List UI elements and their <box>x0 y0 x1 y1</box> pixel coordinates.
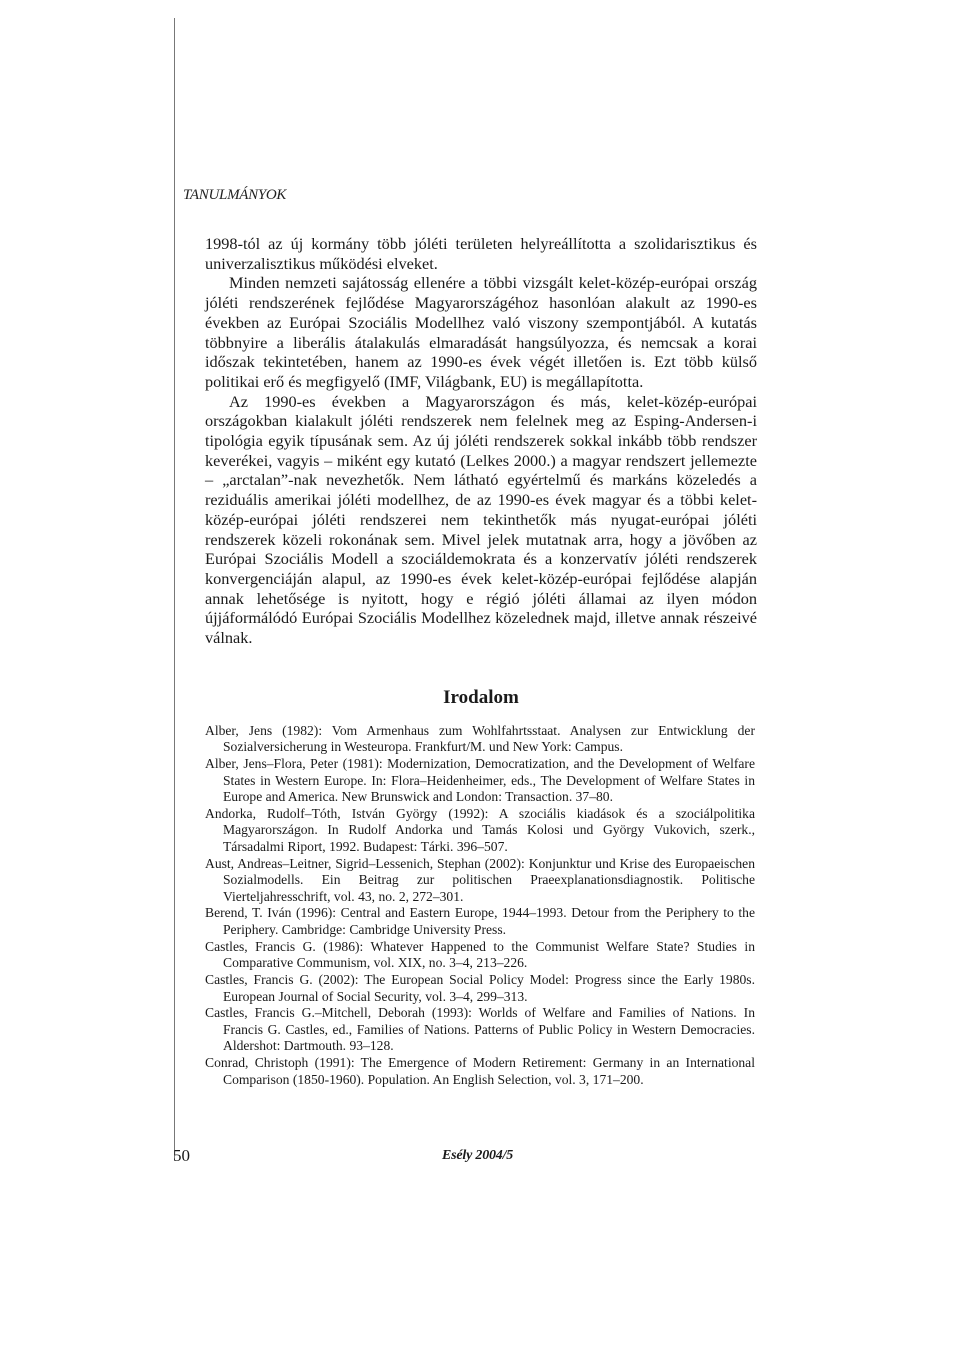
journal-footer: Esély 2004/5 <box>442 1148 514 1163</box>
reference-item: Castles, Francis G. (1986): Whatever Happened to the Communist Welfare State? Studies in Comparative Communism, vol. XIX, no. 3–4, 213–226. <box>205 938 755 971</box>
section-label: TANULMÁNYOK <box>183 187 287 203</box>
reference-item: Alber, Jens (1982): Vom Armenhaus zum Wohlfahrtsstaat. Analysen zur Entwicklung der Sozialversicherung in Westeuropa. Frankfurt/M. und New York: Campus. <box>205 723 755 755</box>
references-heading: Irodalom <box>443 687 519 708</box>
reference-item: Castles, Francis G. (2002): The European Social Policy Model: Progress since the Early 1980s. European Journal of Social Security, vol. 3–4, 299–313. <box>205 972 755 1004</box>
reference-item: Castles, Francis G.–Mitchell, Deborah (1993): Worlds of Welfare and Families of Nations. In Francis G. Castles, ed., Families of Nations. Patterns of Public Policy in Western Democracies. Aldershot: Dartmouth. 93–128. <box>205 1005 755 1054</box>
reference-item: Andorka, Rudolf–Tóth, István György (1992): A szociális kiadások és a szociálpolitika Magyarországon. In Rudolf Andorka und Tamás Kolosi und György Vukovich, szerk., Társadalmi Riport, 1992. Budapest: Tárki. 396–507. <box>205 806 755 854</box>
body-text <box>205 234 757 648</box>
reference-item: Aust, Andreas–Leitner, Sigrid–Lessenich, Stephan (2002): Konjunktur und Krise des Europaeischen Sozialmodells. Ein Beitrag zur politischen Praeexplanationsdiagnostik. Politische Vierteljahresschrift, vol. 43, no. 2, 272–301. <box>205 855 755 904</box>
body-paragraph: Az 1990-es években a Magyarországon és más, kelet-közép-európai országokban kialakult jóléti rendszerek nem felelnek meg az Esping-Andersen-i tipológia egyik típusának sem. Az új jóléti rendszerek sokkal inkább több rendszer keverékei, vagyis – miként egy kutató (Lelkes 2000.) a magyar rendszert jellemezte – „arctalan”-nak nevezhetők. Nem látható egyértelmű és markáns közeledés a reziduális amerikai jóléti modellhez, de az 1990-es évek magyar és a többi kelet-közép-európai jóléti rendszerei nem tekinthetők más nyugat-európai jóléti rendszerek közeli rokonának sem. Mivel jelek mutatnak arra, hogy a jövőben az Európai Szociális Modell a szociáldemokrata és a konzervatív jóléti rendszerek konvergenciáján alapul, az 1990-es évek kelet-közép-európai fejlődése alapján annak lehetősége is nyitott, hogy e régió jóléti államai az ilyen módon újjáformálódó Európai Szociális Modellhez közelednek majd, illetve annak részeivé válnak. <box>205 391 757 648</box>
body-paragraph: 1998-tól az új kormány több jóléti területen helyreállította a szolidarisztikus és univerzalisztikus működési elveket. <box>205 234 757 273</box>
page-number: 50 <box>173 1146 190 1165</box>
reference-list <box>205 723 755 1088</box>
reference-item: Conrad, Christoph (1991): The Emergence of Modern Retirement: Germany in an International Comparison (1850-1960). Population. An English Selection, vol. 3, 171–200. <box>205 1055 755 1087</box>
reference-item: Alber, Jens–Flora, Peter (1981): Modernization, Democratization, and the Development of Welfare States in Western Europe. In: Flora–Heidenheimer, eds., The Development of Welfare States in Europe and America. New Brunswick and London: Transaction. 37–80. <box>205 756 755 805</box>
body-paragraph: Minden nemzeti sajátosság ellenére a többi vizsgált kelet-közép-európai ország jóléti rendszerének fejlődése Magyarországéhoz hasonlóan alakult az 1990-es években az Európai Szociális Modellhez való viszony szempontjából. A kutatás többnyire a liberális átalakulás elmaradását hangsúlyozza, és nemcsak a korai időszak tekintetében, hanem az 1990-es évek végét illetően is. Ezt több külső politikai erő és megfigyelő (IMF, Világbank, EU) is megállapította. <box>205 273 757 391</box>
margin-rule <box>174 18 175 1160</box>
reference-item: Berend, T. Iván (1996): Central and Eastern Europe, 1944–1993. Detour from the Periphery to the Periphery. Cambridge: Cambridge University Press. <box>205 905 755 937</box>
